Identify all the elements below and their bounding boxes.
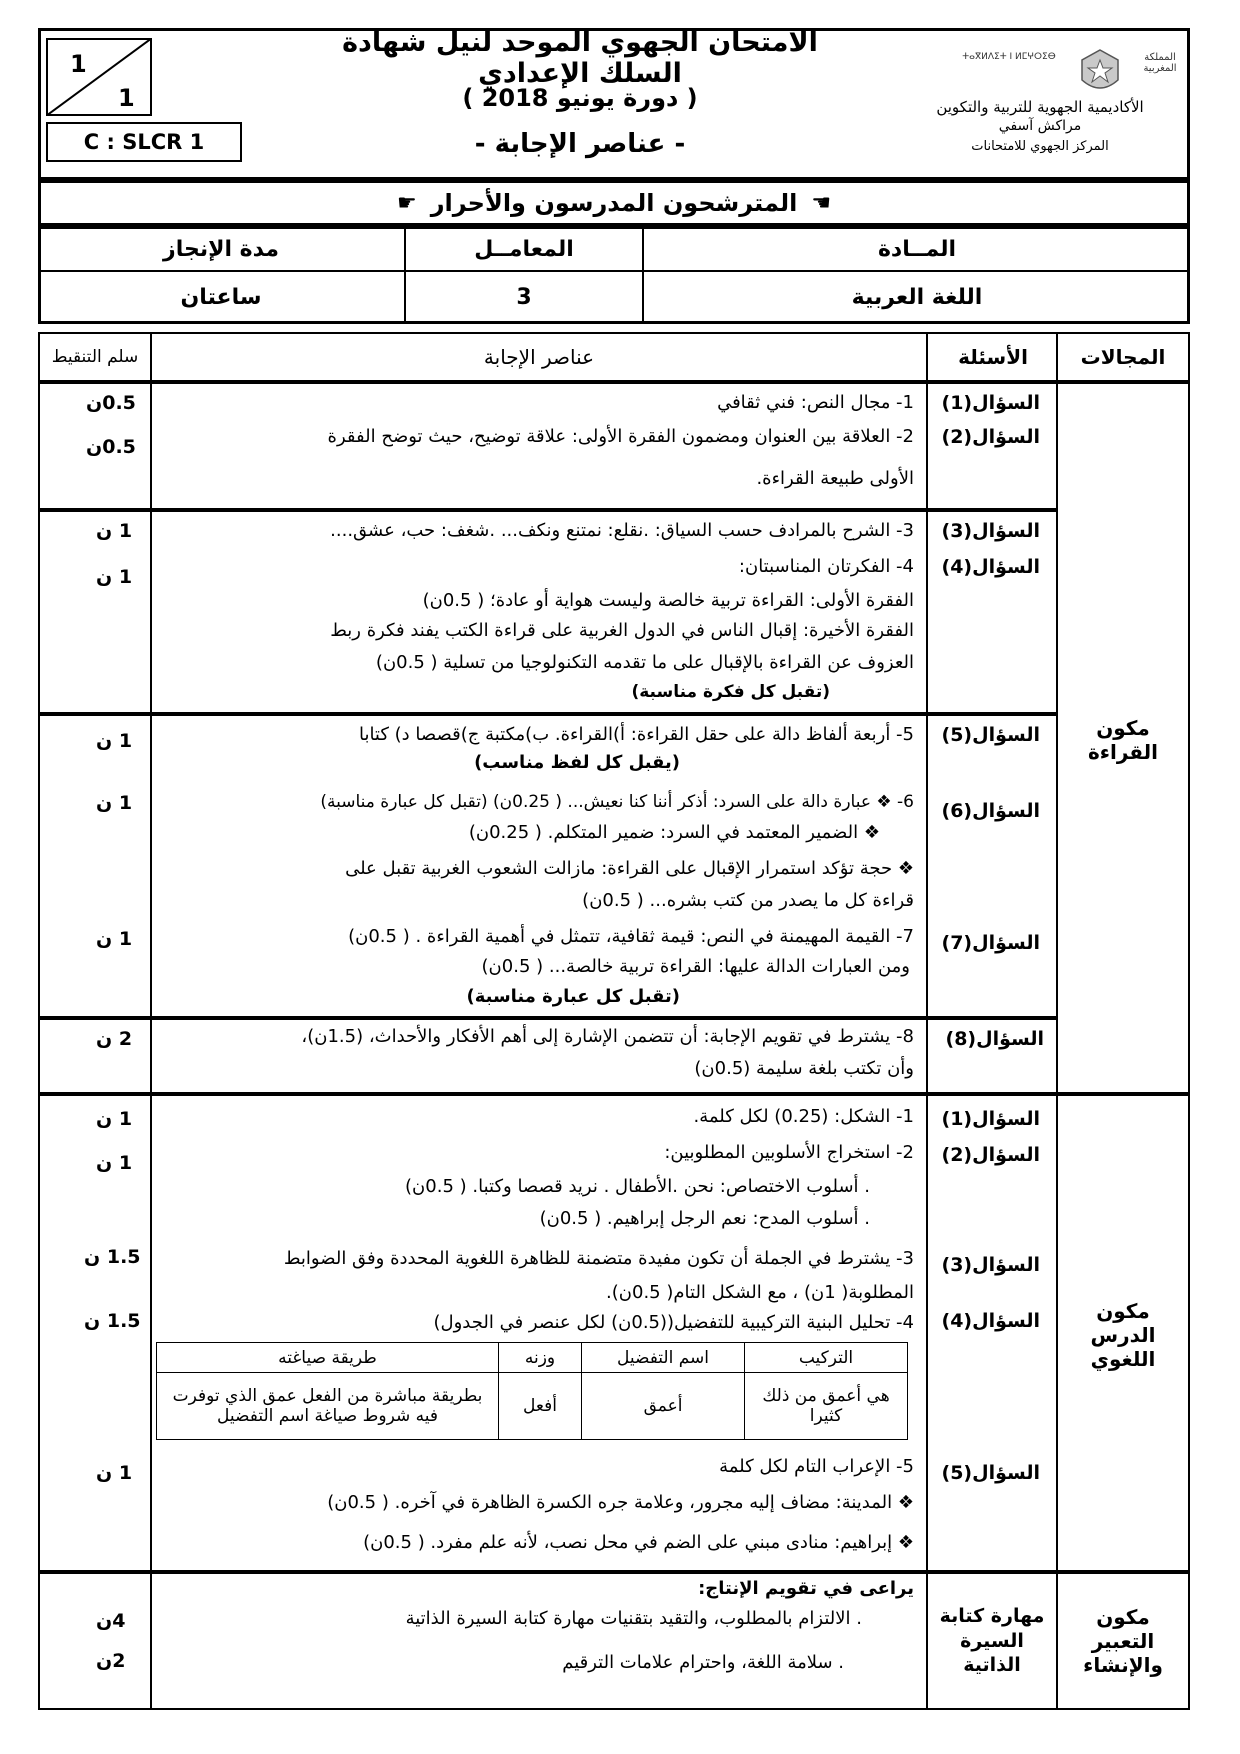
tbl-head-pattern: وزنه [499, 1343, 582, 1373]
col-divider-domain [1056, 332, 1058, 382]
duration-label: مدة الإنجاز [163, 236, 279, 262]
r-a7-1: 7- القيمة المهيمنة في النص: قيمة ثقافية، تتمثل في أهمية القراءة . ( 0.5ن) [348, 926, 914, 947]
w-a1: يراعى في تقويم الإنتاج: [698, 1578, 914, 1599]
g-q5: السؤال(5) [941, 1462, 1040, 1484]
r-s2: 0.5ن [86, 436, 136, 458]
g-a2-1: 2- استخراج الأسلوبين المطلوبين: [664, 1142, 914, 1163]
g-q2: السؤال(2) [941, 1144, 1040, 1166]
r-a6-2: ❖ الضمير المعتمد في السرد: ضمير المتكلم. ( 0.25ن) [468, 822, 880, 843]
g-s4: 1.5 ن [84, 1310, 141, 1332]
ministry-emblem [1072, 46, 1128, 98]
col-divider-scale [150, 332, 152, 1710]
tbl-head-structure: التركيب [745, 1343, 908, 1373]
hand-pointer-icon-left: ☛ [396, 190, 417, 216]
g-a1: 1- الشكل: (0.25) لكل كلمة. [693, 1106, 914, 1127]
academy-name: الأكاديمية الجهوية للتربية والتكوين [936, 98, 1144, 116]
r-a7-3: (تقبل كل عبارة مناسبة) [466, 986, 680, 1007]
g-a3-2: المطلوبة( 1ن) ، مع الشكل التام( 0.5ن). [606, 1282, 914, 1303]
page-number-box [46, 38, 152, 116]
logo-text-tifinagh: ⵜⴰⴳⵍⴷⵉⵜ ⵏ ⵍⵎⵖⵔⵉⴱ [962, 52, 1056, 62]
r-a7-2: ومن العبارات الدالة عليها: القراءة تربية خالصة... ( 0.5ن) [481, 956, 910, 977]
diagonal-line [46, 38, 152, 116]
tbl-head-formation: طريقة صياغته [157, 1343, 499, 1373]
r-s5: 1 ن [96, 730, 133, 752]
tbl-cell-formation: بطريقة مباشرة من الفعل عمق الذي توفرت فيه شروط صياغة اسم التفضيل [157, 1373, 499, 1440]
r-a4-1: 4- الفكرتان المناسبتان: [738, 556, 914, 577]
g-a3-1: 3- يشترط في الجملة أن تكون مفيدة متضمنة للظاهرة اللغوية المحددة وفق الضوابط [283, 1248, 914, 1269]
r-a2-1: 2- العلاقة بين العنوان ومضمون الفقرة الأولى: علاقة توضيح، حيث توضح الفقرة [327, 426, 914, 447]
page-total: 1 [118, 84, 135, 112]
w-a2: . الالتزام بالمطلوب، والتقيد بتقنيات مهارة كتابة السيرة الذاتية [405, 1608, 862, 1629]
col-divider-questions [926, 332, 928, 1710]
r-a2-2: الأولى طبيعة القراءة. [756, 468, 914, 489]
r-q4: السؤال(4) [941, 556, 1040, 578]
page-num: 1 [70, 50, 87, 78]
r-a3: 3- الشرح بالمرادف حسب السياق: .نقلع: نمتنع ونكف... .شغف: حب، عشق.... [330, 520, 914, 541]
r-q6: السؤال(6) [941, 800, 1040, 822]
r-q2: السؤال(2) [941, 426, 1040, 448]
coef-label: المعامــل [474, 236, 574, 262]
g-q1: السؤال(1) [941, 1108, 1040, 1130]
r-q7: السؤال(7) [941, 932, 1040, 954]
r-s3: 1 ن [96, 520, 133, 542]
tbl-cell-noun: أعمق [582, 1373, 745, 1440]
r-a4-2: الفقرة الأولى: القراءة تربية خالصة وليست هواية أو عادة؛ ( 0.5ن) [422, 590, 914, 611]
domain-reading: مكون القراءة [1087, 716, 1159, 764]
exam-center: المركز الجهوي للامتحانات [971, 138, 1109, 154]
r-a4-4: العزوف عن القراءة بالإقبال على ما تقدمه التكنولوجيا من تسلية ( 0.5ن) [375, 652, 914, 673]
exam-code: C : SLCR 1 [46, 122, 242, 162]
r-a5-2: (يقبل كل لفظ مناسب) [474, 752, 680, 773]
emblem-icon [1072, 46, 1128, 98]
r-a6-3: ❖ حجة تؤكد استمرار الإقبال على القراءة: مازالت الشعوب الغربية تقبل على [345, 858, 914, 879]
comparative-table-grid [156, 1342, 908, 1440]
coef-value: 3 [516, 284, 532, 310]
r-q3: السؤال(3) [941, 520, 1040, 542]
r-q5: السؤال(5) [941, 724, 1040, 746]
subject-label: المــادة [877, 236, 957, 262]
r-a5-1: 5- أربعة ألفاظ دالة على حقل القراءة: أ)القراءة. ب)مكتبة ج)قصصا د) كتابا [358, 724, 914, 745]
exam-subtitle: - عناصر الإجابة - [474, 129, 686, 159]
comparative-table [156, 1342, 908, 1440]
r-s7: 1 ن [96, 928, 133, 950]
w-s1: 4ن [96, 1610, 126, 1632]
domain-grammar: مكون الدرس اللغوي [1090, 1299, 1156, 1371]
logo-text-kingdom: المملكة المغربية [1143, 52, 1177, 74]
r-s1: 0.5ن [86, 392, 136, 414]
hand-pointer-icon-right: ☚ [811, 190, 832, 216]
g-a5-3: ❖ إبراهيم: منادى مبني على الضم في محل نصب، لأنه علم مفرد. ( 0.5ن) [363, 1532, 914, 1553]
tbl-head-noun: اسم التفضيل [582, 1343, 745, 1373]
g-s1: 1 ن [96, 1108, 133, 1130]
head-questions: الأسئلة [958, 345, 1028, 369]
r-q1: السؤال(1) [941, 392, 1040, 414]
head-scale: سلم التنقيط [51, 347, 139, 367]
writing-skill-label: مهارة كتابة السيرة الذاتية [939, 1604, 1045, 1677]
g-a2-2: . أسلوب الاختصاص: نحن .الأطفال . نريد قصصا وكتبا. ( 0.5ن) [405, 1176, 870, 1197]
r-a4-5: (تقبل كل فكرة مناسبة) [631, 682, 830, 702]
r-q8: السؤال(8) [945, 1028, 1044, 1050]
r-a4-3: الفقرة الأخيرة: إقبال الناس في الدول الغربية على قراءة الكتب يفند فكرة ربط [330, 620, 914, 641]
domain-writing: مكون التعبير والإنشاء [1083, 1605, 1163, 1677]
head-answers: عناصر الإجابة [483, 345, 595, 369]
subject-value: اللغة العربية [851, 284, 983, 310]
candidates-banner [38, 180, 1190, 226]
g-q3: السؤال(3) [941, 1254, 1040, 1276]
exam-title: الامتحان الجهوي الموحد لنيل شهادة السلك الإعدادي [342, 27, 818, 89]
g-a5-1: 5- الإعراب التام لكل كلمة [719, 1456, 914, 1477]
tbl-cell-pattern: أفعل [499, 1373, 582, 1440]
w-a3: . سلامة اللغة، واحترام علامات الترقيم [562, 1652, 844, 1673]
r-a6-4: قراءة كل ما يصدر من كتب بشره... ( 0.5ن) [582, 890, 914, 911]
g-s3: 1.5 ن [84, 1246, 141, 1268]
g-a4: 4- تحليل البنية التركيبية للتفضيل((0.5ن) لكل عنصر في الجدول) [433, 1312, 914, 1333]
r-a6-1: 6- ❖ عبارة دالة على السرد: أذكر أننا كنا نعيش... ( 0.25ن) (تقبل كل عبارة مناسبة) [320, 792, 914, 812]
g-s2: 1 ن [96, 1152, 133, 1174]
head-domains: المجالات [1080, 345, 1166, 369]
r-a8-1: 8- يشترط في تقويم الإجابة: أن تتضمن الإشارة إلى أهم الأفكار والأحداث، (1.5ن)، [301, 1026, 914, 1047]
g-a5-2: ❖ المدينة: مضاف إليه مجرور، وعلامة جره الكسرة الظاهرة في آخره. ( 0.5ن) [327, 1492, 914, 1513]
w-s2: 2ن [96, 1650, 126, 1672]
g-s5: 1 ن [96, 1462, 133, 1484]
r-a1: 1- مجال النص: فني ثقافي [717, 392, 914, 413]
r-s8: 2 ن [96, 1028, 133, 1050]
r-s6: 1 ن [96, 792, 133, 814]
tbl-cell-structure: هي أعمق من ذلك كثيرا [745, 1373, 908, 1440]
exam-session: ( دورة يونيو 2018 ) [462, 84, 698, 112]
g-a2-3: . أسلوب المدح: نعم الرجل إبراهيم. ( 0.5ن) [539, 1208, 870, 1229]
academy-region: مراكش آسفي [998, 118, 1082, 134]
r-s4: 1 ن [96, 566, 133, 588]
duration-value: ساعتان [180, 284, 262, 310]
g-q4: السؤال(4) [941, 1310, 1040, 1332]
banner-text: المترشحون المدرسون والأحرار [430, 189, 798, 217]
r-a8-2: وأن تكتب بلغة سليمة (0.5ن) [694, 1058, 914, 1079]
